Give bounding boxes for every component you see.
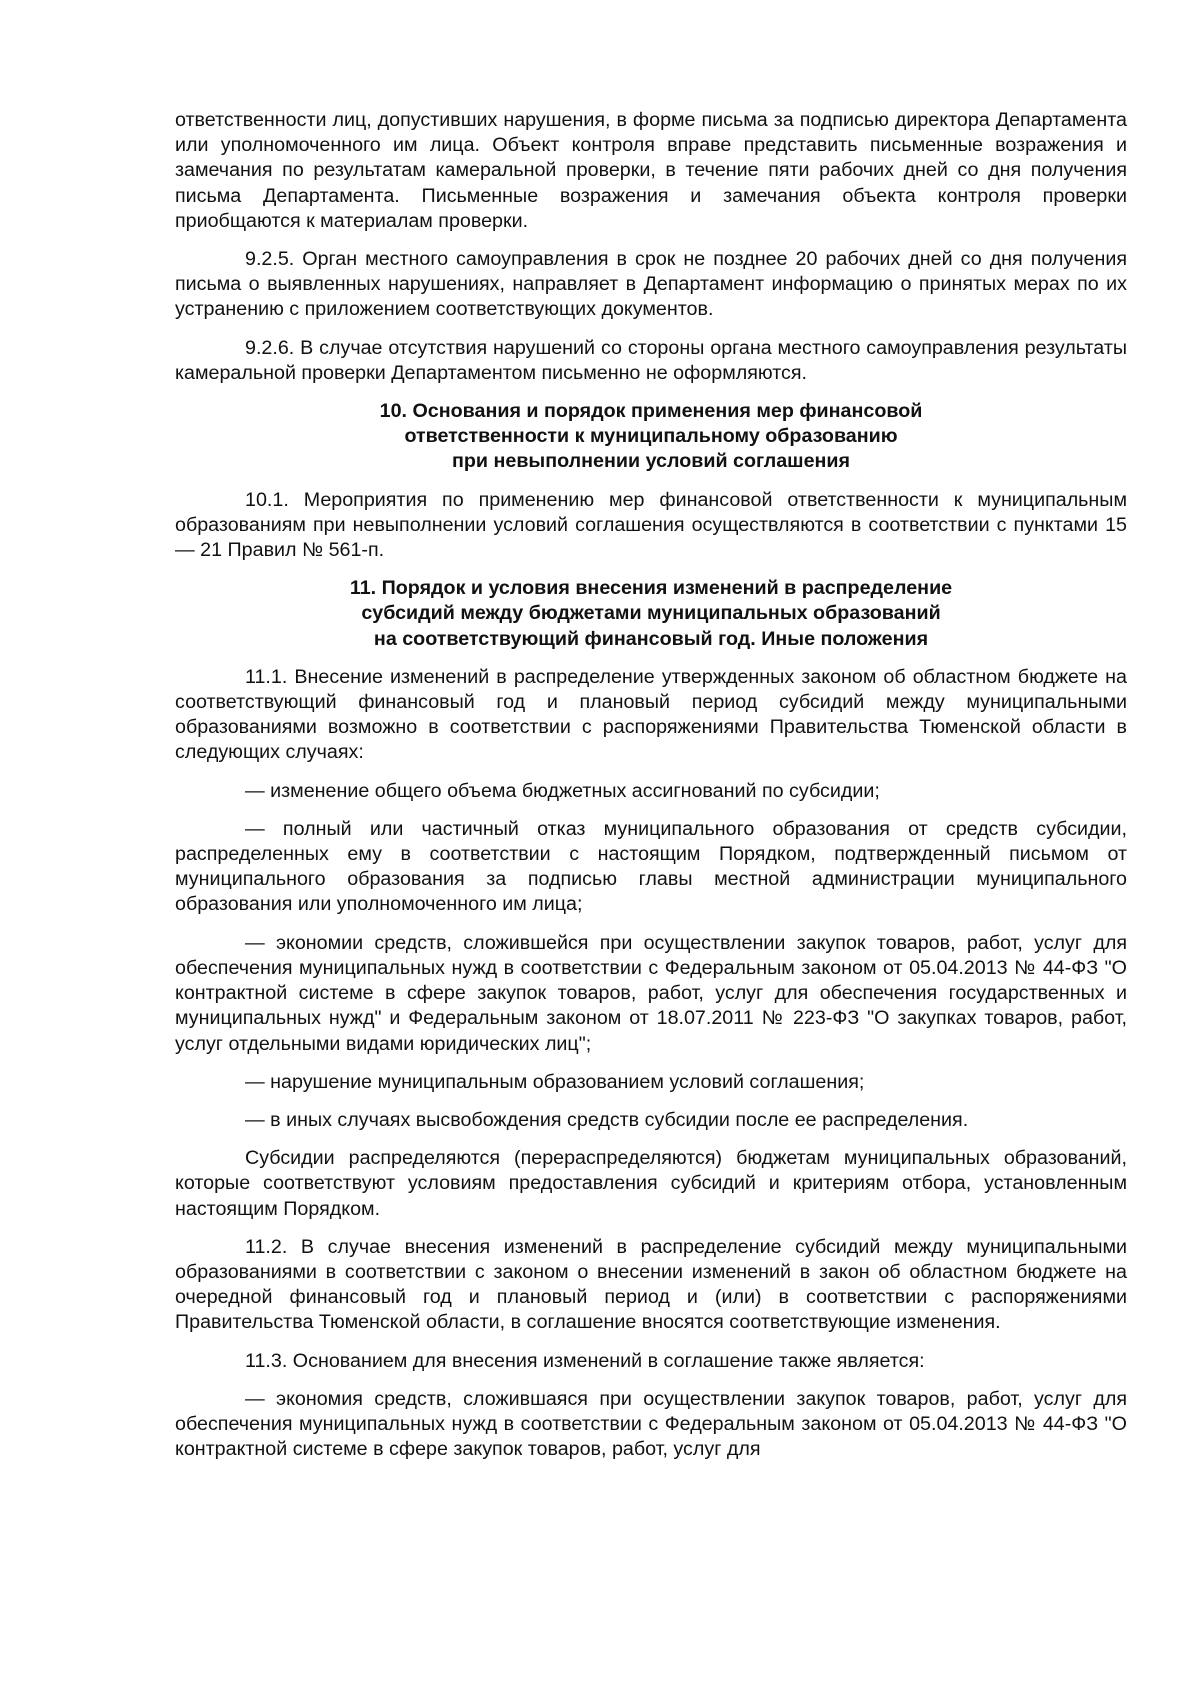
list-item-violation: — нарушение муниципальным образованием условий соглашения; [245, 1070, 865, 1093]
paragraph-redistribution: Субсидии распределяются (перераспределяются) бюджетам муниципальных образований, которые соответствуют условиям предоставления субсидий и критериям отбора, установленным настоящим Порядком. [175, 1147, 1127, 1220]
document-page [175, 108, 1127, 1475]
paragraph-9-2-5: 9.2.5. Орган местного самоуправления в срок не позднее 20 рабочих дней со дня получения письма о выявленных нарушениях, направляет в Департамент информацию о принятых мерах по их устранению с приложением соответствующих документов. [175, 248, 1127, 321]
section-10-heading [175, 399, 1127, 475]
list-item-economy: — экономия средств, сложившаяся при осуществлении закупок товаров, работ, услуг для обеспечения муниципальных нужд в соответствии с Федеральным законом от 05.04.2013 № 44-ФЗ "О контрактной системе в сфере закупок товаров, работ, услуг для [175, 1387, 1127, 1461]
paragraph-10-1: 10.1. Мероприятия по применению мер финансовой ответственности к муниципальным образованиям при невыполнении условий соглашения осуществляются в соответствии с пунктами 15 — 21 Правил № 561-п. [175, 488, 1127, 562]
paragraph-11-1: 11.1. Внесение изменений в распределение утвержденных законом об областном бюджете на соответствующий финансовый год и плановый период субсидий между муниципальными образованиями возможно в соответствии с распоряжениями Правительства Тюменской области в следующих случаях: [175, 665, 1127, 764]
paragraph-continuation: ответственности лиц, допустивших нарушения, в форме письма за подписью директора Департамента или уполномоченного им лица. Объект контроля вправе представить письменные возражения и замечания по результатам камеральной проверки, в течение пяти рабочих дней со дня получения письма Департамента. Письменные возражения и замечания объекта контроля проверки приобщаются к материалам проверки. [175, 109, 1127, 232]
section-10-heading-line: при невыполнении условий соглашения [451, 450, 851, 473]
paragraph-9-2-6: 9.2.6. В случае отсутствия нарушений со стороны органа местного самоуправления результаты камеральной проверки Департаментом письменно не оформляются. [175, 336, 1127, 384]
section-11-heading [175, 576, 1127, 652]
section-11-heading-line: на соответствующий финансовый год. Иные положения [373, 627, 929, 650]
paragraph-11-2: 11.2. В случае внесения изменений в распределение субсидий между муниципальными образованиями в соответствии с законом о внесении изменений в закон об областном бюджете на очередной финансовый год и плановый период и (или) в соответствии с распоряжениями Правительства Тюменской области, в соглашение вносятся соответствующие изменения. [175, 1235, 1127, 1334]
section-10-heading-line: ответственности к муниципальному образованию [404, 425, 898, 448]
list-item-savings: — экономии средств, сложившейся при осуществлении закупок товаров, работ, услуг для обеспечения муниципальных нужд в соответствии с Федеральным законом от 05.04.2013 № 44-ФЗ "О контрактной системе в сфере закупок товаров, работ, услуг для обеспечения государственных и муниципальных нужд" и Федеральным законом от 18.07.2011 № 223-ФЗ "О закупках товаров, работ, услуг отдельными видами юридических лиц"; [175, 931, 1127, 1055]
list-item-volume-change: — изменение общего объема бюджетных ассигнований по субсидии; [245, 779, 880, 802]
section-10-heading-line: 10. Основания и порядок применения мер финансовой [379, 400, 923, 423]
list-item-refusal: — полный или частичный отказ муниципального образования от средств субсидии, распределенных ему в соответствии с настоящим Порядком, подтвержденный письмом от муниципального образования за подписью главы местной администрации муниципального образования или уполномоченного им лица; [175, 817, 1127, 916]
paragraph-11-3: 11.3. Основанием для внесения изменений в соглашение также является: [245, 1349, 925, 1372]
section-11-heading-line: 11. Порядок и условия внесения изменений в распределение [349, 577, 953, 600]
section-11-heading-line: субсидий между бюджетами муниципальных образований [361, 602, 941, 625]
list-item-other-cases: — в иных случаях высвобождения средств субсидии после ее распределения. [245, 1108, 969, 1131]
